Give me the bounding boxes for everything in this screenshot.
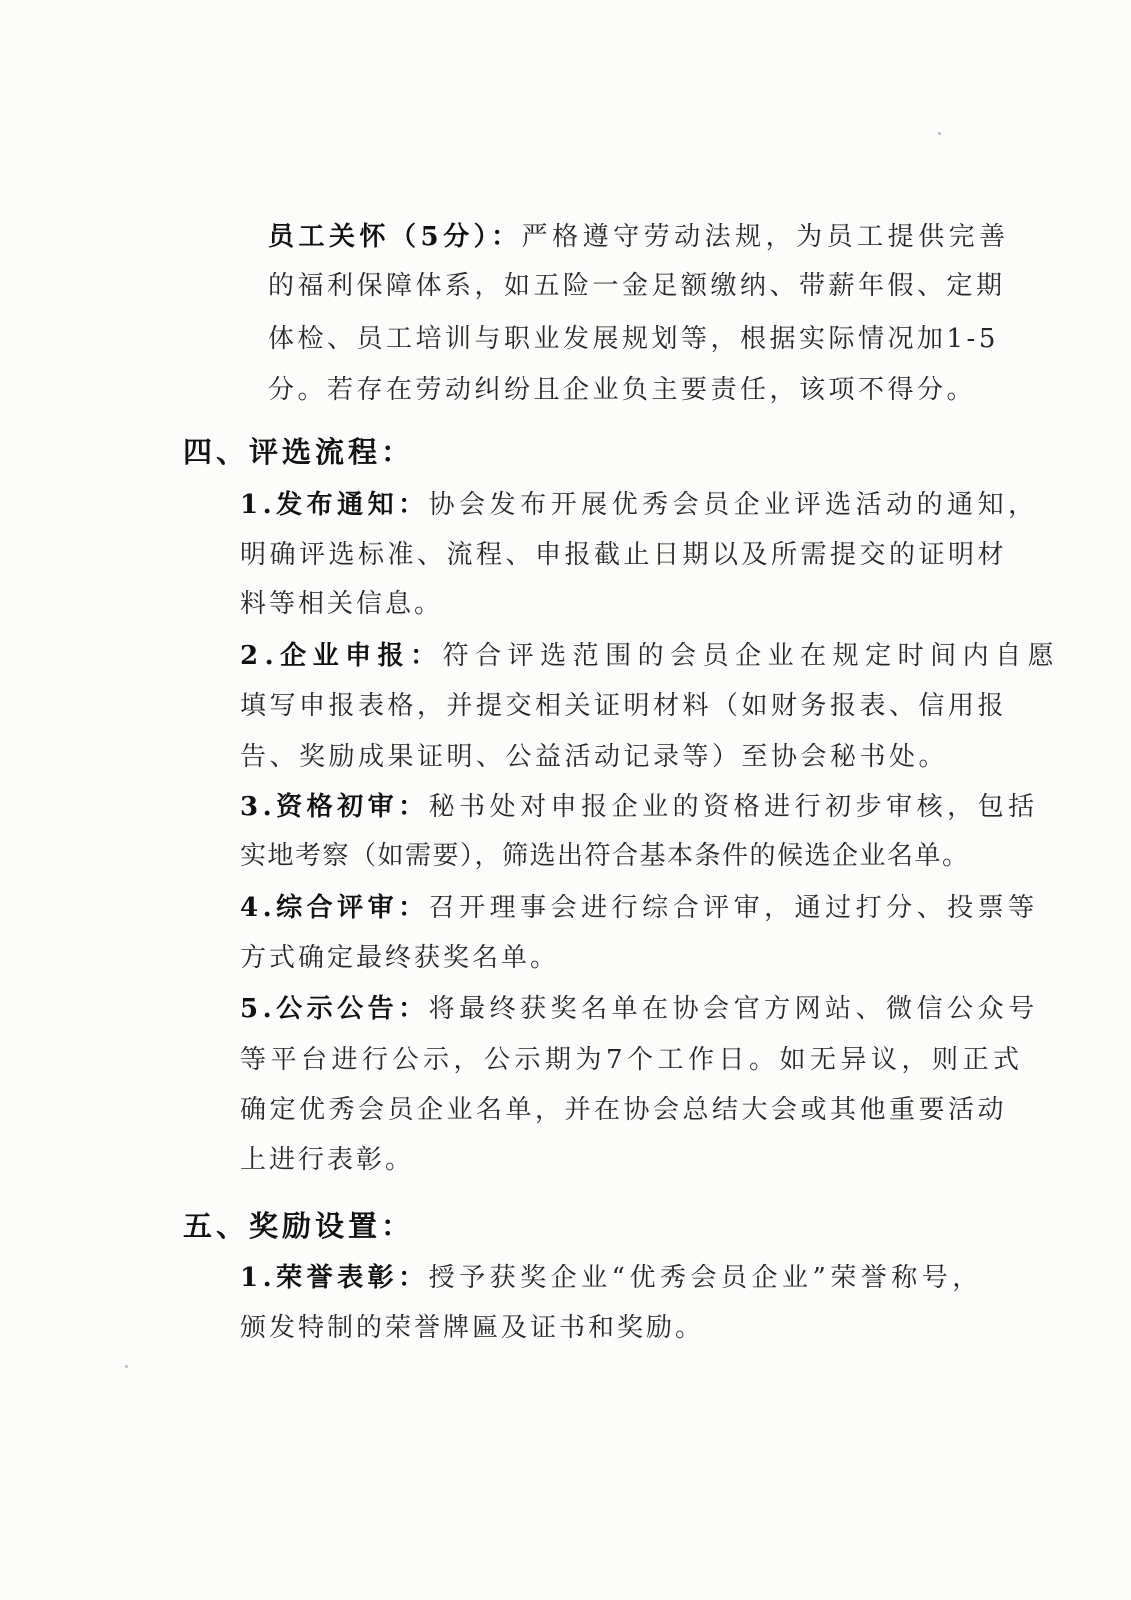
s4-item1-line-3 xyxy=(0,584,1131,624)
s5-item1-label: 1.荣誉表彰： xyxy=(240,1263,429,1293)
scan-speck xyxy=(938,132,941,135)
s4-item2-text-3: 告、奖励成果证明、公益活动记录等）至协会秘书处。 xyxy=(240,742,949,772)
s4-item4-line-2 xyxy=(0,938,1131,978)
care-line-3 xyxy=(0,319,1131,359)
s4-item3-label: 3.资格初审： xyxy=(240,792,429,822)
care-text-4: 分。若存在劳动纠纷且企业负主要责任，该项不得分。 xyxy=(268,375,977,405)
s4-item2-line-3 xyxy=(0,737,1131,777)
section-4-heading: 四、评选流程： xyxy=(183,435,415,469)
care-text-3: 体检、员工培训与职业发展规划等，根据实际情况加1-5 xyxy=(268,324,999,354)
care-text-2: 的福利保障体系，如五险一金足额缴纳、带薪年假、定期 xyxy=(268,271,1006,301)
s5-item1-line-2 xyxy=(0,1308,1131,1348)
s4-item5-text-4: 上进行表彰。 xyxy=(240,1145,415,1175)
s4-item2-text-2: 填写申报表格，并提交相关证明材料（如财务报表、信用报 xyxy=(240,691,1008,721)
s4-item2-line-2 xyxy=(0,686,1131,726)
care-line-4 xyxy=(0,370,1131,410)
care-line-2 xyxy=(0,266,1131,306)
scan-speck xyxy=(125,1365,128,1368)
s4-item1-text-1: 协会发布开展优秀会员企业评选活动的通知， xyxy=(428,490,1039,520)
s5-item1-line-1 xyxy=(0,1258,1131,1298)
s4-item3-line-1 xyxy=(0,787,1131,827)
section-5-heading: 五、奖励设置： xyxy=(183,1209,415,1243)
s5-item1-text-1: 授予获奖企业“优秀会员企业”荣誉称号， xyxy=(428,1263,983,1293)
s4-item5-line-1 xyxy=(0,989,1131,1029)
s4-item4-line-1 xyxy=(0,888,1131,928)
care-label: 员工关怀（5分）： xyxy=(268,222,522,252)
s5-item1-text-2: 颁发特制的荣誉牌匾及证书和奖励。 xyxy=(240,1313,705,1343)
s4-item5-text-2: 等平台进行公示，公示期为7个工作日。如无异议，则正式 xyxy=(240,1045,1024,1075)
s4-item1-text-2: 明确评选标准、流程、申报截止日期以及所需提交的证明材 xyxy=(240,540,1008,570)
s4-item1-line-1 xyxy=(0,485,1131,525)
s4-item1-label: 1.发布通知： xyxy=(240,490,429,520)
s4-item4-text-1: 召开理事会进行综合评审，通过打分、投票等 xyxy=(428,893,1039,923)
s4-item5-line-2 xyxy=(0,1040,1131,1080)
s4-item5-text-1: 将最终获奖名单在协会官方网站、微信公众号 xyxy=(428,994,1039,1024)
s4-item5-text-3: 确定优秀会员企业名单，并在协会总结大会或其他重要活动 xyxy=(240,1095,1008,1125)
s4-item3-text-1: 秘书处对申报企业的资格进行初步审核，包括 xyxy=(428,792,1039,822)
s4-item2-line-1 xyxy=(0,636,1131,676)
s4-item5-label: 5.公示公告： xyxy=(240,994,429,1024)
s4-item4-label: 4.综合评审： xyxy=(240,893,429,923)
s4-item3-text-2: 实地考察（如需要），筛选出符合基本条件的候选企业名单。 xyxy=(240,841,970,871)
s4-item2-label: 2.企业申报： xyxy=(240,641,443,671)
care-text-1: 严格遵守劳动法规，为员工提供完善 xyxy=(521,222,1010,252)
care-line-1 xyxy=(0,217,1131,257)
s4-item2-text-1: 符合评选范围的会员企业在规定时间内自愿 xyxy=(442,641,1061,671)
s4-item1-text-3: 料等相关信息。 xyxy=(240,589,444,619)
s4-item3-line-2 xyxy=(0,836,1131,876)
s4-item4-text-2: 方式确定最终获奖名单。 xyxy=(240,943,560,973)
s4-item5-line-3 xyxy=(0,1090,1131,1130)
s4-item1-line-2 xyxy=(0,535,1131,575)
s4-item5-line-4 xyxy=(0,1140,1131,1180)
